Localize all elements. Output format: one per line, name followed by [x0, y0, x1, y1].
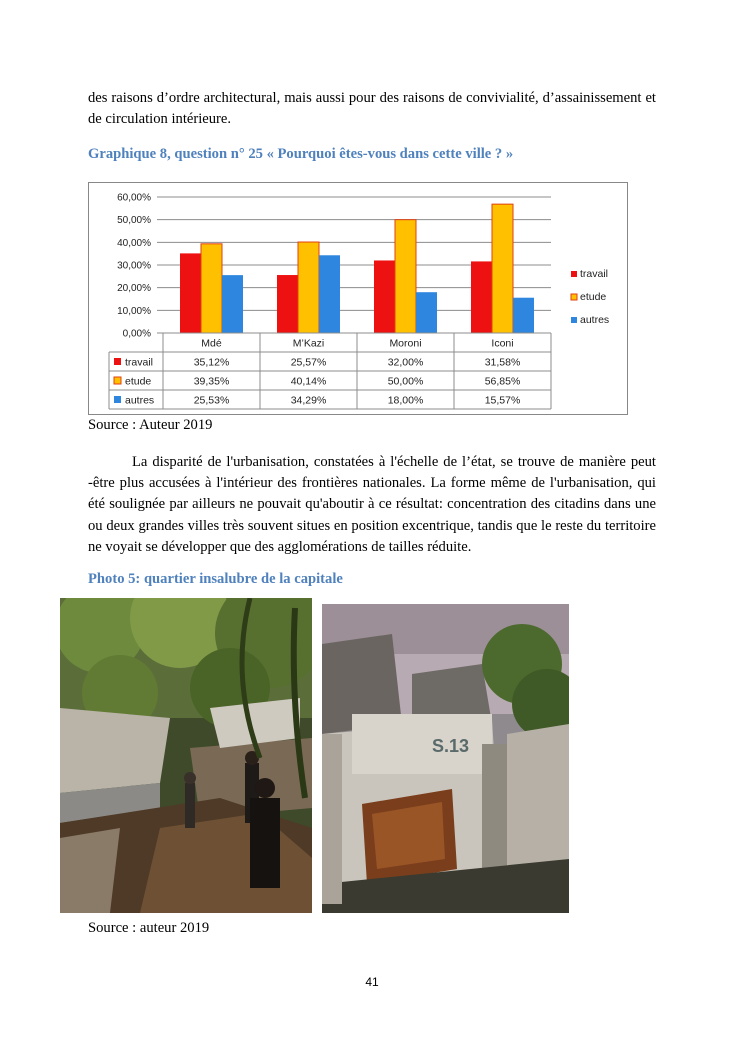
photo-corrugated-shack [322, 604, 569, 913]
chart-source: Source : Auteur 2019 [88, 417, 213, 433]
data-label: 40,14% [290, 375, 327, 388]
bar-chart-svg [89, 183, 629, 416]
legend-label: etude [580, 291, 607, 303]
bar-etude [201, 244, 222, 333]
data-label: 15,57% [484, 394, 521, 407]
data-label: 25,53% [193, 394, 230, 407]
table-series-name: etude [125, 375, 152, 388]
data-label: 31,58% [484, 356, 521, 369]
bar-autres [222, 275, 243, 333]
y-tick-label: 50,00% [117, 215, 151, 227]
category-label: M’Kazi [292, 337, 325, 350]
intro-paragraph: des raisons d’ordre architectural, mais aussi pour des raisons de convivialité, d’assainissement et de circulation intérieure. [88, 90, 656, 128]
bar-etude [395, 220, 416, 333]
data-label: 35,12% [193, 356, 230, 369]
category-label: Moroni [389, 337, 422, 350]
table-legend-key-travail [114, 358, 121, 365]
photo-source: Source : auteur 2019 [88, 920, 210, 936]
bar-travail [277, 275, 298, 333]
category-label: Mdé [201, 337, 222, 350]
y-tick-label: 0,00% [122, 328, 151, 340]
legend-label: travail [580, 268, 609, 280]
chart-heading: Graphique 8, question n° 25 « Pourquoi êtes-vous dans cette ville ? » [88, 146, 514, 162]
y-tick-label: 60,00% [117, 192, 151, 204]
bar-travail [471, 261, 492, 333]
table-series-name: travail [125, 356, 154, 369]
y-tick-label: 10,00% [117, 305, 151, 317]
bar-autres [513, 298, 534, 333]
bar-autres [416, 292, 437, 333]
data-label: 56,85% [484, 375, 521, 388]
table-legend-key-etude [114, 377, 121, 384]
legend-key-etude [571, 294, 577, 300]
sign-text: S.13 [432, 736, 470, 756]
bar-etude [298, 242, 319, 333]
legend-key-travail [571, 271, 577, 277]
y-tick-label: 40,00% [117, 237, 151, 249]
table-series-name: autres [125, 394, 155, 407]
category-label: Iconi [491, 337, 514, 350]
data-label: 34,29% [290, 394, 327, 407]
data-label: 25,57% [290, 356, 327, 369]
bar-travail [374, 260, 395, 333]
body-paragraph: La disparité de l'urbanisation, constatées à l'échelle de l’état, se trouve de manière peut -être plus accusées à l'intérieur des frontières nationales. La forme même de l'urbanisation, qui été soulignée par ailleurs ne pouvait qu'aboutir à ce résultat: concentration des citadins dans une ou deux grandes villes très souvent situes en position excentrique, tandis que le reste du territoire ne voyait se développer que des agglomérations de tailles réduite. [88, 454, 656, 555]
bar-autres [319, 255, 340, 333]
legend-label: autres [580, 314, 610, 326]
table-legend-key-autres [114, 396, 121, 403]
y-tick-label: 20,00% [117, 283, 151, 295]
data-label: 50,00% [387, 375, 424, 388]
legend-key-autres [571, 317, 577, 323]
y-tick-label: 30,00% [117, 260, 151, 272]
bar-etude [492, 204, 513, 333]
photo-heading: Photo 5: quartier insalubre de la capitale [88, 571, 343, 587]
photo-slum-hillside [60, 598, 312, 913]
data-label: 32,00% [387, 356, 424, 369]
data-label: 18,00% [387, 394, 424, 407]
bar-travail [180, 253, 201, 333]
sign-board-shape [352, 714, 492, 774]
data-label: 39,35% [193, 375, 230, 388]
bar-chart [88, 182, 628, 415]
page-number: 41 [365, 975, 379, 989]
